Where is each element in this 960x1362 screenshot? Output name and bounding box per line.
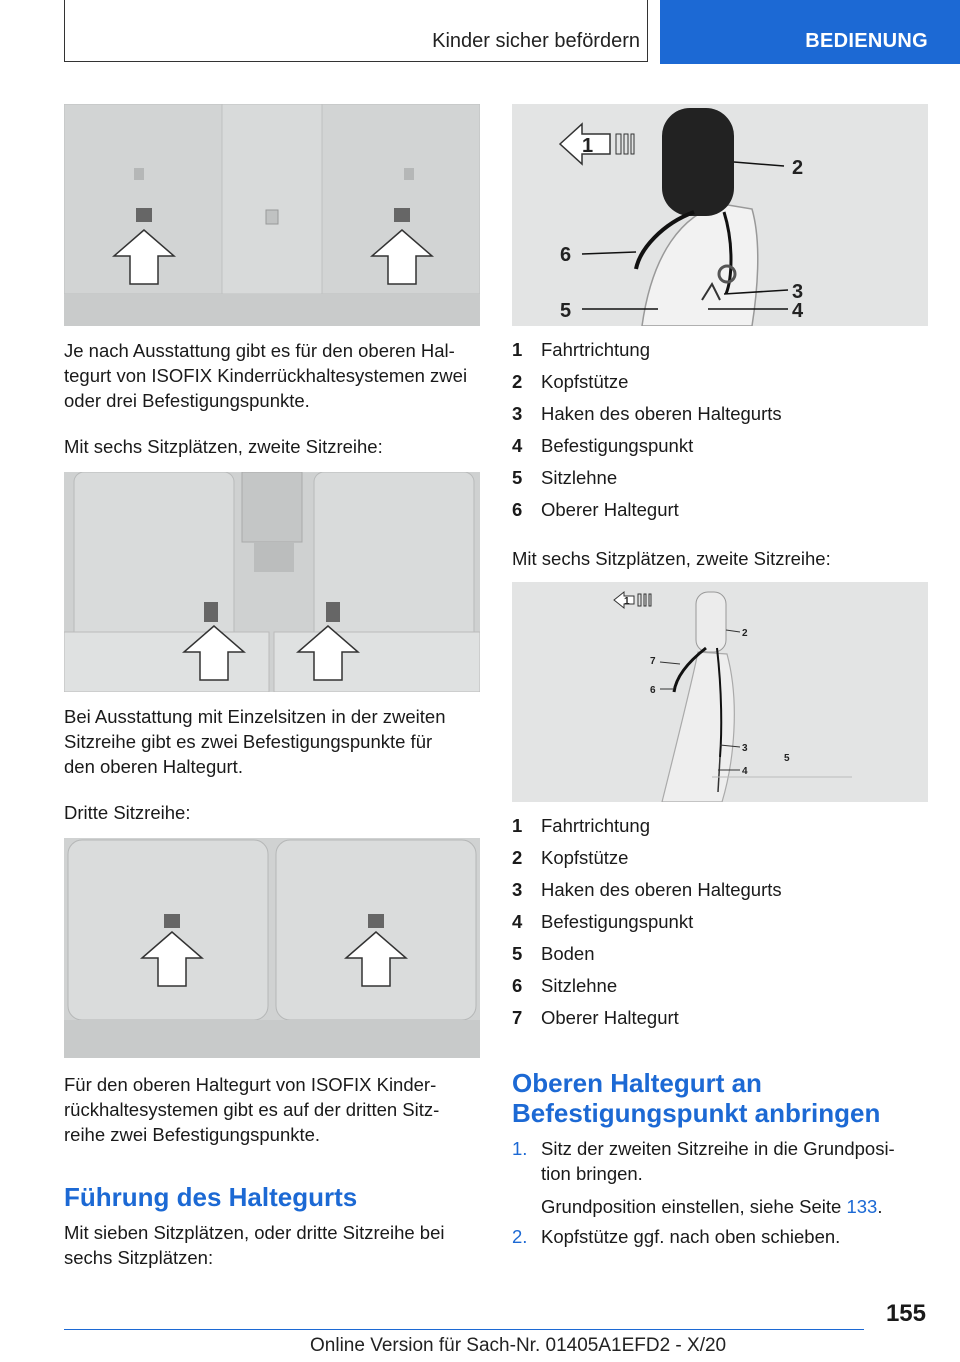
callout-2: 2 [742, 628, 748, 639]
legend-text: Boden [541, 943, 595, 964]
section-title: Kinder sicher befördern [432, 30, 640, 52]
text-line: sechs Sitzplätzen: [64, 1247, 214, 1268]
text-line: tegurt von ISOFIX Kinderrückhaltesystemen zwei [64, 365, 468, 386]
legend-item [512, 970, 928, 1002]
legend-number: 5 [512, 467, 523, 488]
legend-text: Haken des oberen Haltegurts [541, 403, 782, 424]
callout-5: 5 [560, 300, 572, 322]
legend-number: 4 [512, 911, 523, 932]
step-text [541, 1136, 928, 1219]
legend-item [512, 366, 928, 398]
paragraph-third-row-anchors [64, 1072, 480, 1147]
legend-text: Befestigungspunkt [541, 911, 694, 932]
photo-second-row [64, 472, 480, 692]
legend-2 [512, 810, 928, 1034]
callout-4: 4 [742, 766, 748, 777]
note-text: Grundposition einstellen, siehe Seite [541, 1196, 847, 1217]
photo-seatbacks-anchors [64, 104, 480, 326]
legend-number: 6 [512, 975, 523, 996]
callout-5: 5 [784, 753, 790, 764]
legend-number: 4 [512, 435, 523, 456]
text-line: Für den oberen Haltegurt von ISOFIX Kinder- [64, 1074, 437, 1095]
callout-7: 7 [650, 656, 656, 667]
legend-number: 3 [512, 403, 523, 424]
legend-number: 5 [512, 943, 523, 964]
text-line: Je nach Ausstattung gibt es für den oberen Hal- [64, 340, 455, 361]
legend-1 [512, 334, 928, 526]
legend-item [512, 494, 928, 526]
legend-text: Fahrtrichtung [541, 339, 650, 360]
legend-number: 1 [512, 815, 523, 836]
legend-item [512, 938, 928, 970]
step-text [541, 1224, 928, 1249]
legend-number: 3 [512, 879, 523, 900]
legend-text: Oberer Haltegurt [541, 1007, 679, 1028]
paragraph-seven-seats [64, 1220, 480, 1270]
callout-3: 3 [742, 743, 748, 754]
heading-line: Oberen Haltegurt an [512, 1068, 762, 1098]
text-line: den oberen Haltegurt. [64, 756, 243, 777]
paragraph-third-row: Dritte Sitzreihe: [64, 802, 191, 823]
legend-item [512, 842, 928, 874]
legend-text: Haken des oberen Haltegurts [541, 879, 782, 900]
legend-number: 6 [512, 499, 523, 520]
legend-text: Oberer Haltegurt [541, 499, 679, 520]
text-line: tion bringen. [541, 1163, 643, 1184]
step-2 [512, 1224, 928, 1254]
text-line: Sitz der zweiten Sitzreihe in die Grundposi- [541, 1138, 895, 1159]
paragraph-intro [64, 338, 480, 413]
legend-text: Kopfstütze [541, 371, 629, 392]
callout-4: 4 [792, 300, 804, 322]
chapter-tab[interactable] [660, 0, 960, 64]
legend-text: Sitzlehne [541, 467, 618, 488]
text-line: reihe zwei Befestigungspunkte. [64, 1124, 321, 1145]
step-note [541, 1194, 928, 1219]
step-number: 2. [512, 1226, 528, 1247]
legend-number: 7 [512, 1007, 523, 1028]
legend-item [512, 430, 928, 462]
legend-number: 2 [512, 371, 523, 392]
text-line: Bei Ausstattung mit Einzelsitzen in der zweiten [64, 706, 446, 727]
note-suffix: . [877, 1196, 883, 1217]
legend-text: Fahrtrichtung [541, 815, 650, 836]
heading-routing: Führung des Haltegurts [64, 1182, 358, 1212]
step-1 [512, 1136, 928, 1226]
diagram-headrest-belt [512, 104, 928, 326]
heading-line: Befestigungspunkt anbringen [512, 1098, 881, 1128]
page-number: 155 [885, 1300, 926, 1327]
legend-item [512, 462, 928, 494]
callout-2: 2 [792, 157, 804, 179]
legend-text: Befestigungspunkt [541, 435, 694, 456]
legend-item [512, 810, 928, 842]
legend-text: Sitzlehne [541, 975, 618, 996]
heading-attach-belt [512, 1068, 928, 1128]
callout-6: 6 [560, 244, 572, 266]
callout-6: 6 [650, 685, 656, 696]
legend-item [512, 334, 928, 366]
text-line: Sitzreihe gibt es zwei Befestigungspunkte für [64, 731, 433, 752]
paragraph-six-seats-right: Mit sechs Sitzplätzen, zweite Sitzreihe: [512, 548, 831, 569]
footer-divider [64, 1329, 864, 1330]
callout-1: 1 [582, 135, 594, 157]
callout-3: 3 [792, 281, 804, 303]
text-line: Mit sieben Sitzplätzen, oder dritte Sitzreihe bei [64, 1222, 445, 1243]
callout-1: 1 [624, 596, 630, 607]
legend-number: 1 [512, 339, 523, 360]
legend-item [512, 1002, 928, 1034]
legend-text: Kopfstütze [541, 847, 629, 868]
legend-item [512, 398, 928, 430]
diagram-headrest-belt-2 [512, 582, 928, 802]
chapter-tab-label: BEDIENUNG [805, 30, 928, 52]
footer-version: Online Version für Sach-Nr. 01405A1EFD2 - X/20 [310, 1335, 727, 1356]
text-line: oder drei Befestigungspunkte. [64, 390, 310, 411]
page-link[interactable]: 133 [846, 1196, 878, 1217]
text-line: rückhaltesystemen gibt es auf der dritten Sitz- [64, 1099, 440, 1120]
text-line: Kopfstütze ggf. nach oben schieben. [541, 1226, 841, 1247]
paragraph-six-seats: Mit sechs Sitzplätzen, zweite Sitzreihe: [64, 436, 383, 457]
legend-number: 2 [512, 847, 523, 868]
legend-item [512, 874, 928, 906]
photo-third-row [64, 838, 480, 1058]
step-number: 1. [512, 1138, 528, 1159]
paragraph-single-seats [64, 704, 480, 779]
legend-item [512, 906, 928, 938]
